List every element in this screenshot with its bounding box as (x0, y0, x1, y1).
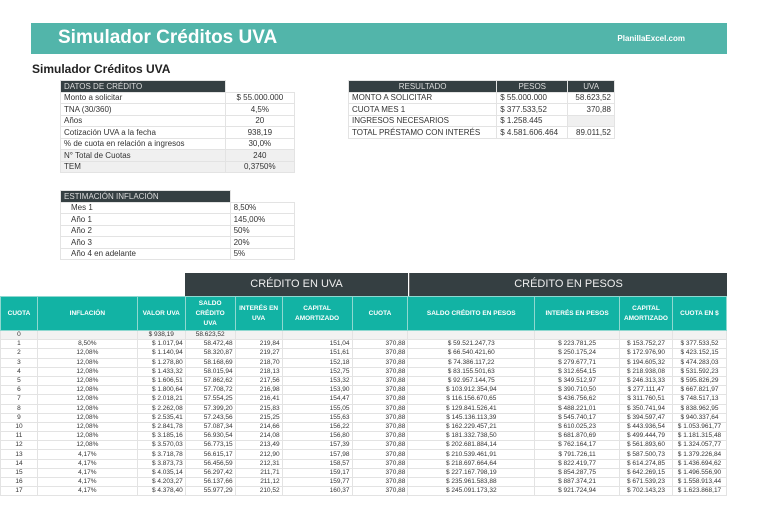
table-cell: 159,77 (282, 478, 352, 487)
table-cell: $ 610.025,23 (535, 422, 620, 431)
table-cell: 370,88 (352, 468, 408, 477)
table-cell: $ 4.035,14 (137, 468, 185, 477)
table-row (1, 358, 727, 367)
table-cell: 218,70 (235, 358, 282, 367)
resultado-cell: $ 4.581.606.464 (497, 127, 568, 139)
table-cell: $ 531.592,23 (672, 367, 726, 376)
table-cell: 58.168,69 (185, 358, 235, 367)
table-cell: 57.708,72 (185, 386, 235, 395)
table-cell: $ 423.152,15 (672, 349, 726, 358)
table-cell: 9 (1, 413, 38, 422)
table-cell: $ 1.558.913,44 (672, 478, 726, 487)
table-cell: 55.977,29 (185, 487, 235, 496)
table-cell: $ 194.605,32 (619, 358, 672, 367)
resultado-row (349, 92, 615, 104)
table-cell: 152,18 (282, 358, 352, 367)
table-cell: $ 245.091.173,32 (408, 487, 535, 496)
table-row (1, 386, 727, 395)
table-cell: $ 1.140,94 (137, 349, 185, 358)
table-cell: $ 129.841.526,41 (408, 404, 535, 413)
datos-row (61, 104, 295, 116)
table-cell: 215,83 (235, 404, 282, 413)
table-cell (408, 331, 535, 340)
table-cell: $ 587.500,73 (619, 450, 672, 459)
table-cell: $ 3.570,03 (137, 441, 185, 450)
table-cell: $ 223.781,25 (535, 340, 620, 349)
table-cell: $ 162.229.457,21 (408, 422, 535, 431)
table-cell: 5 (1, 376, 38, 385)
table-cell: $ 390.710,50 (535, 386, 620, 395)
table-cell: $ 279.677,71 (535, 358, 620, 367)
table-cell: 4,17% (37, 468, 137, 477)
column-header: INTERÉS EN PESOS (535, 297, 620, 331)
resultado-header: PESOS (497, 81, 568, 93)
table-cell: $ 350.741,94 (619, 404, 672, 413)
site-name: PlanillaExcel.com (617, 34, 685, 43)
table-cell: $ 349.512,97 (535, 376, 620, 385)
table-cell: 12,08% (37, 349, 137, 358)
table-cell: 218,13 (235, 367, 282, 376)
table-row (1, 404, 727, 413)
table-row (1, 441, 727, 450)
table-cell: $ 59.521.247,73 (408, 340, 535, 349)
resultado-header: UVA (568, 81, 615, 93)
inflacion-table (60, 190, 295, 260)
table-cell: $ 443.936,54 (619, 422, 672, 431)
datos-row (61, 92, 295, 104)
table-cell: $ 74.386.117,22 (408, 358, 535, 367)
table-cell: 12 (1, 441, 38, 450)
table-row (1, 340, 727, 349)
table-cell: 12,08% (37, 376, 137, 385)
table-cell: 217,56 (235, 376, 282, 385)
datos-label: Cotización UVA a la fecha (61, 127, 226, 139)
resultado-row (349, 115, 615, 127)
table-cell: $ 103.912.354,94 (408, 386, 535, 395)
column-header: CUOTA EN $ (672, 297, 726, 331)
table-cell: $ 1.053.961,77 (672, 422, 726, 431)
column-header: CUOTA (352, 297, 408, 331)
table-cell: 214,66 (235, 422, 282, 431)
table-cell: $ 762.164,17 (535, 441, 620, 450)
table-cell: $ 227.167.798,19 (408, 468, 535, 477)
table-cell: 370,88 (352, 478, 408, 487)
table-cell: 12,08% (37, 358, 137, 367)
table-cell: 370,88 (352, 386, 408, 395)
table-cell (37, 331, 137, 340)
table-cell: 152,75 (282, 367, 352, 376)
table-cell: $ 3.873,73 (137, 459, 185, 468)
datos-label: Años (61, 115, 226, 127)
table-cell: 58.015,94 (185, 367, 235, 376)
resultado-cell: TOTAL PRÉSTAMO CON INTERÉS (349, 127, 497, 139)
table-cell: $ 3.718,78 (137, 450, 185, 459)
table-cell: 370,88 (352, 487, 408, 496)
resultado-header: RESULTADO (349, 81, 497, 93)
table-cell: $ 595.826,29 (672, 376, 726, 385)
table-row (1, 376, 727, 385)
table-cell: 216,41 (235, 395, 282, 404)
table-cell: 57.862,62 (185, 376, 235, 385)
inflacion-value: 8,50% (230, 202, 294, 214)
table-cell: 12,08% (37, 367, 137, 376)
inflacion-label: Mes 1 (61, 202, 231, 214)
resultado-cell (568, 115, 615, 127)
table-cell: $ 561.893,60 (619, 441, 672, 450)
table-cell: $ 202.681.884,14 (408, 441, 535, 450)
inflacion-row (61, 237, 295, 249)
resultado-cell: $ 55.000.000 (497, 92, 568, 104)
table-cell: 370,88 (352, 358, 408, 367)
datos-label: TEM (61, 161, 226, 173)
table-cell: 4,17% (37, 459, 137, 468)
table-cell: 158,57 (282, 459, 352, 468)
table-cell: 12,08% (37, 413, 137, 422)
table-cell: 370,88 (352, 404, 408, 413)
table-cell: 151,04 (282, 340, 352, 349)
table-cell: $ 1.606,51 (137, 376, 185, 385)
table-cell: $ 394.597,47 (619, 413, 672, 422)
table-cell: $ 854.287,75 (535, 468, 620, 477)
table-cell (352, 331, 408, 340)
header-banner (31, 23, 727, 54)
resultado-row (349, 127, 615, 139)
table-cell: $ 66.540.421,60 (408, 349, 535, 358)
table-cell: 58.472,48 (185, 340, 235, 349)
datos-header: DATOS DE CRÉDITO (61, 81, 226, 93)
resultado-cell: 58.623,52 (568, 92, 615, 104)
table-cell: $ 1.324.057,77 (672, 441, 726, 450)
table-cell: 10 (1, 422, 38, 431)
column-header: CAPITAL AMORTIZADO (619, 297, 672, 331)
table-cell: 370,88 (352, 432, 408, 441)
table-cell: 8 (1, 404, 38, 413)
table-cell: $ 940.337,64 (672, 413, 726, 422)
table-cell: 370,88 (352, 459, 408, 468)
table-cell: $ 181.332.738,50 (408, 432, 535, 441)
table-cell: 2 (1, 349, 38, 358)
empty-cell (230, 191, 294, 203)
table-cell: 370,88 (352, 441, 408, 450)
table-cell: $ 822.419,77 (535, 459, 620, 468)
table-cell: 159,17 (282, 468, 352, 477)
datos-value: 30,0% (225, 138, 294, 150)
table-cell: $ 246.313,33 (619, 376, 672, 385)
table-cell: 58.320,87 (185, 349, 235, 358)
datos-row (61, 115, 295, 127)
table-row (1, 331, 727, 340)
table-cell: $ 4.203,27 (137, 478, 185, 487)
table-cell: 151,61 (282, 349, 352, 358)
table-cell: 210,52 (235, 487, 282, 496)
resultado-table (348, 80, 615, 139)
table-cell: 4,17% (37, 478, 137, 487)
resultado-cell: $ 1.258.445 (497, 115, 568, 127)
table-cell: 4 (1, 367, 38, 376)
table-cell: $ 218.697.664,64 (408, 459, 535, 468)
table-cell: 56.773,15 (185, 441, 235, 450)
resultado-cell: 89.011,52 (568, 127, 615, 139)
table-cell: 12,08% (37, 404, 137, 413)
inflacion-label: Año 4 en adelante (61, 248, 231, 260)
resultado-cell: INGRESOS NECESARIOS (349, 115, 497, 127)
table-cell: $ 1.379.226,84 (672, 450, 726, 459)
table-cell: $ 377.533,52 (672, 340, 726, 349)
datos-label: TNA (30/360) (61, 104, 226, 116)
table-cell: 370,88 (352, 395, 408, 404)
table-cell: $ 667.821,97 (672, 386, 726, 395)
table-cell: 153,90 (282, 386, 352, 395)
table-cell: 3 (1, 358, 38, 367)
table-cell: $ 92.957.144,75 (408, 376, 535, 385)
table-cell: 214,08 (235, 432, 282, 441)
table-cell: 12,08% (37, 432, 137, 441)
table-cell: $ 791.726,11 (535, 450, 620, 459)
table-cell: 7 (1, 395, 38, 404)
table-cell: 57.087,34 (185, 422, 235, 431)
table-cell: 157,98 (282, 450, 352, 459)
datos-value: 4,5% (225, 104, 294, 116)
table-cell: $ 172.976,90 (619, 349, 672, 358)
table-cell: $ 887.374,21 (535, 478, 620, 487)
table-cell: $ 83.155.501,63 (408, 367, 535, 376)
table-cell: 12,08% (37, 441, 137, 450)
table-cell: $ 2.841,78 (137, 422, 185, 431)
inflacion-value: 145,00% (230, 214, 294, 226)
datos-value: 938,19 (225, 127, 294, 139)
table-cell: 160,37 (282, 487, 352, 496)
table-cell: 57.243,56 (185, 413, 235, 422)
column-header: CAPITAL AMORTIZADO (282, 297, 352, 331)
inflacion-row (61, 214, 295, 226)
table-cell: 219,27 (235, 349, 282, 358)
table-cell: 4,17% (37, 487, 137, 496)
table-cell: 58.623,52 (185, 331, 235, 340)
table-row (1, 459, 727, 468)
table-cell: $ 1.181.315,48 (672, 432, 726, 441)
table-cell: 216,98 (235, 386, 282, 395)
table-cell: 155,05 (282, 404, 352, 413)
inflacion-value: 20% (230, 237, 294, 249)
table-cell: 213,49 (235, 441, 282, 450)
table-cell: 370,88 (352, 413, 408, 422)
table-row (1, 450, 727, 459)
app-title: Simulador Créditos UVA (58, 27, 278, 48)
table-cell: 215,25 (235, 413, 282, 422)
table-cell: 15 (1, 468, 38, 477)
resultado-cell: MONTO A SOLICITAR (349, 92, 497, 104)
datos-label: N° Total de Cuotas (61, 150, 226, 162)
table-cell: $ 218.938,08 (619, 367, 672, 376)
table-cell: $ 921.724,94 (535, 487, 620, 496)
table-row (1, 478, 727, 487)
datos-value: 240 (225, 150, 294, 162)
inflacion-value: 5% (230, 248, 294, 260)
table-row (1, 422, 727, 431)
table-cell: 4,17% (37, 450, 137, 459)
datos-credito-table (60, 80, 295, 173)
table-cell: 211,12 (235, 478, 282, 487)
table-cell: $ 2.535,41 (137, 413, 185, 422)
table-cell: $ 1.436.694,62 (672, 459, 726, 468)
inflacion-label: Año 2 (61, 225, 231, 237)
table-cell: $ 311.760,51 (619, 395, 672, 404)
table-cell: 155,63 (282, 413, 352, 422)
table-cell: 8,50% (37, 340, 137, 349)
table-cell: 13 (1, 450, 38, 459)
table-cell: 12,08% (37, 386, 137, 395)
datos-row (61, 150, 295, 162)
table-cell: 17 (1, 487, 38, 496)
column-header: INFLACIÓN (37, 297, 137, 331)
table-cell: $ 2.262,08 (137, 404, 185, 413)
table-cell: 370,88 (352, 422, 408, 431)
table-cell: $ 488.221,01 (535, 404, 620, 413)
resultado-cell: $ 377.533,52 (497, 104, 568, 116)
table-cell: $ 545.740,17 (535, 413, 620, 422)
datos-label: % de cuota en relación a ingresos (61, 138, 226, 150)
table-cell: 56.137,66 (185, 478, 235, 487)
inflacion-label: Año 3 (61, 237, 231, 249)
table-cell: $ 642.269,15 (619, 468, 672, 477)
table-cell: 370,88 (352, 376, 408, 385)
table-cell: 57.399,20 (185, 404, 235, 413)
column-header: CUOTA (1, 297, 38, 331)
table-cell (672, 331, 726, 340)
resultado-row (349, 104, 615, 116)
table-cell: 6 (1, 386, 38, 395)
datos-row (61, 161, 295, 173)
table-row (1, 395, 727, 404)
table-cell: $ 938,19 (137, 331, 185, 340)
table-cell: 219,84 (235, 340, 282, 349)
table-cell: 56.615,17 (185, 450, 235, 459)
inflacion-row (61, 248, 295, 260)
table-row (1, 367, 727, 376)
table-cell: $ 614.274,85 (619, 459, 672, 468)
column-header: SALDO CRÉDITO UVA (185, 297, 235, 331)
table-cell: $ 210.539.461,91 (408, 450, 535, 459)
table-cell: 11 (1, 432, 38, 441)
table-cell: $ 277.111,47 (619, 386, 672, 395)
table-cell (619, 331, 672, 340)
table-row (1, 468, 727, 477)
table-cell: 12,08% (37, 395, 137, 404)
table-cell: 56.297,42 (185, 468, 235, 477)
inflacion-header: ESTIMACIÓN INFLACIÓN (61, 191, 231, 203)
table-cell: 153,32 (282, 376, 352, 385)
table-cell: $ 116.156.670,65 (408, 395, 535, 404)
datos-value: $ 55.000.000 (225, 92, 294, 104)
resultado-cell: CUOTA MES 1 (349, 104, 497, 116)
table-cell: 14 (1, 459, 38, 468)
table-cell: 56.456,59 (185, 459, 235, 468)
table-cell: 370,88 (352, 450, 408, 459)
table-row (1, 432, 727, 441)
datos-row (61, 138, 295, 150)
table-cell: $ 312.654,15 (535, 367, 620, 376)
table-cell: $ 1.017,94 (137, 340, 185, 349)
page-subtitle: Simulador Créditos UVA (32, 62, 171, 76)
table-cell: 0 (1, 331, 38, 340)
column-header: SALDO CRÉDITO EN PESOS (408, 297, 535, 331)
column-header: VALOR UVA (137, 297, 185, 331)
table-cell: 157,39 (282, 441, 352, 450)
table-cell: 370,88 (352, 340, 408, 349)
table-cell: $ 145.136.113,39 (408, 413, 535, 422)
table-cell: 211,71 (235, 468, 282, 477)
table-cell: $ 4.378,40 (137, 487, 185, 496)
table-cell (535, 331, 620, 340)
table-cell: $ 1.496.556,90 (672, 468, 726, 477)
datos-label: Monto a solicitar (61, 92, 226, 104)
table-cell: $ 436.756,62 (535, 395, 620, 404)
group-header-uva: CRÉDITO EN UVA (185, 273, 408, 296)
table-cell: $ 250.175,24 (535, 349, 620, 358)
table-cell: 370,88 (352, 349, 408, 358)
table-cell: $ 681.870,69 (535, 432, 620, 441)
table-cell: $ 235.961.583,88 (408, 478, 535, 487)
group-header-pesos: CRÉDITO EN PESOS (409, 273, 727, 296)
table-cell: 12,08% (37, 422, 137, 431)
datos-value: 20 (225, 115, 294, 127)
table-cell: 16 (1, 478, 38, 487)
table-cell: $ 671.539,23 (619, 478, 672, 487)
table-row (1, 349, 727, 358)
table-cell: 1 (1, 340, 38, 349)
table-cell: $ 748.517,13 (672, 395, 726, 404)
datos-value: 0,3750% (225, 161, 294, 173)
table-cell (282, 331, 352, 340)
column-header: INTERÉS EN UVA (235, 297, 282, 331)
table-cell: 212,31 (235, 459, 282, 468)
table-cell: $ 474.283,03 (672, 358, 726, 367)
table-cell: $ 1.278,80 (137, 358, 185, 367)
table-cell: $ 1.800,64 (137, 386, 185, 395)
table-row (1, 413, 727, 422)
table-cell (235, 331, 282, 340)
table-cell: $ 1.623.868,17 (672, 487, 726, 496)
table-row (1, 487, 727, 496)
table-cell: 156,80 (282, 432, 352, 441)
inflacion-label: Año 1 (61, 214, 231, 226)
table-cell: $ 838.962,95 (672, 404, 726, 413)
inflacion-row (61, 202, 295, 214)
inflacion-row (61, 225, 295, 237)
datos-row (61, 127, 295, 139)
amortization-table (0, 296, 727, 496)
empty-cell (225, 81, 294, 93)
table-cell: $ 2.018,21 (137, 395, 185, 404)
table-cell: $ 499.444,79 (619, 432, 672, 441)
table-cell: $ 153.752,27 (619, 340, 672, 349)
table-cell: 57.554,25 (185, 395, 235, 404)
table-cell: $ 702.143,23 (619, 487, 672, 496)
table-cell: 370,88 (352, 367, 408, 376)
table-cell: 156,22 (282, 422, 352, 431)
resultado-cell: 370,88 (568, 104, 615, 116)
table-cell: $ 3.185,16 (137, 432, 185, 441)
table-cell: $ 1.433,32 (137, 367, 185, 376)
inflacion-value: 50% (230, 225, 294, 237)
table-cell: 154,47 (282, 395, 352, 404)
table-cell: 212,90 (235, 450, 282, 459)
table-cell: 56.930,54 (185, 432, 235, 441)
